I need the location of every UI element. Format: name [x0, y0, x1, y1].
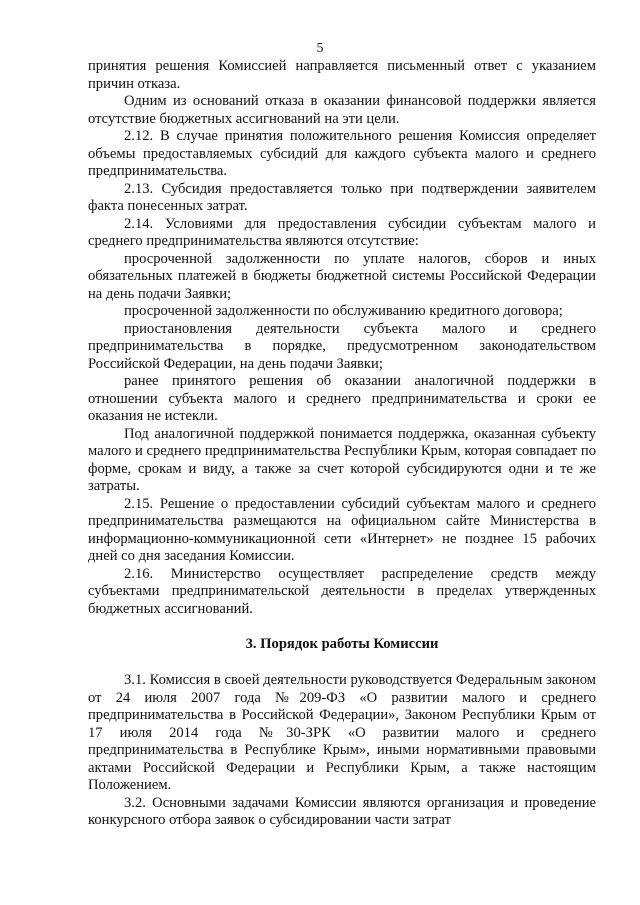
paragraph-refusal-notice: принятия решения Комиссией направляется письменный ответ с указанием причин отказа.	[88, 58, 596, 92]
paragraph-2-15: 2.15. Решение о предоставлении субсидий субъектам малого и среднего предпринимательства размещаются на официальном сайте Министерства в информационно-коммуникационной сети «Интернет» не позднее 15 рабочих дней со дня заседания Комиссии.	[88, 495, 596, 564]
paragraph-2-13: 2.13. Субсидия предоставляется только при подтверждении заявителем факта понесенных затрат.	[88, 180, 596, 214]
paragraph-2-16: 2.16. Министерство осуществляет распределение средств между субъектами предпринимательской деятельности в пределах утвержденных бюджетных ассигнований.	[88, 565, 596, 617]
paragraph-2-12: 2.12. В случае принятия положительного решения Комиссия определяет объемы предоставляемых субсидий для каждого субъекта малого и среднего предпринимательства.	[88, 128, 596, 179]
page-number: 5	[316, 41, 324, 56]
paragraph-3-2: 3.2. Основными задачами Комиссии являются организация и проведение конкурсного отбора заявок о субсидировании части затрат	[88, 794, 596, 828]
condition-prior-support: ранее принятого решения об оказании аналогичной поддержки в отношении субъекта малого и среднего предпринимательства и сроки ее оказания не истекли.	[88, 373, 596, 424]
paragraph-refusal-grounds: Одним из оснований отказа в оказании финансовой поддержки является отсутствие бюджетных ассигнований на эти цели.	[88, 93, 596, 127]
condition-suspension: приостановления деятельности субъекта малого и среднего предпринимательства в порядке, предусмотренном законодательством Российской Федерации, на день подачи Заявки;	[88, 320, 596, 372]
condition-tax-debt: просроченной задолженности по уплате налогов, сборов и иных обязательных платежей в бюджеты бюджетной системы Российской Федерации на день подачи Заявки;	[88, 250, 596, 302]
paragraph-similar-support: Под аналогичной поддержкой понимается поддержка, оказанная субъекту малого и среднего предпринимательства Республики Крым, которая совпадает по форме, срокам и виду, а также за счет которой субсидируются одни и те же затраты.	[88, 425, 596, 494]
condition-credit-debt: просроченной задолженности по обслуживанию кредитного договора;	[124, 303, 563, 319]
document-body	[88, 58, 596, 830]
paragraph-3-1: 3.1. Комиссия в своей деятельности руководствуется Федеральным законом от 24 июля 2007 года №209-ФЗ «О развитии малого и среднего предпринимательства в Российской Федерации», Законом Республики Крым от 17 июля 2014 года №30-ЗРК «О развитии малого и среднего предпринимательства в Республике Крым», иными нормативными правовыми актами Российской Федерации и Республики Крым, а также настоящим Положением.	[88, 672, 596, 793]
paragraph-2-14: 2.14. Условиями для предоставления субсидии субъектам малого и среднего предпринимательства являются отсутствие:	[88, 215, 596, 249]
section-3-heading: 3. Порядок работы Комиссии	[245, 636, 439, 652]
